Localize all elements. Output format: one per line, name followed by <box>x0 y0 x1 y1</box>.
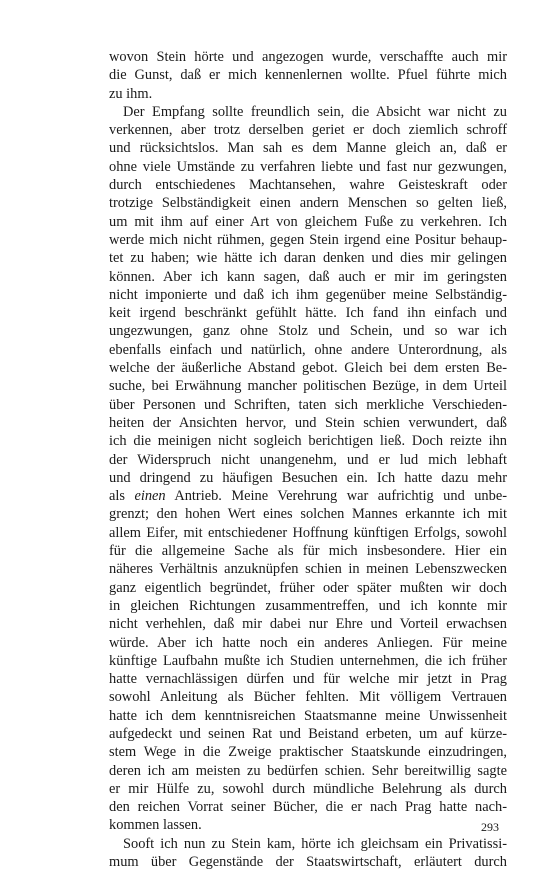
text-line: die Gunst, daß er mich kennenlernen wollte. Pfuel führte mich <box>109 67 507 84</box>
text-line: grenzt; den hohen Wert eines solchen Mannes erkannte ich mit <box>109 506 507 523</box>
paragraph-continuation <box>109 48 507 103</box>
text-line: keit irgend beschränkt gefühlt hätte. Ich fand ihn einfach und <box>109 305 507 322</box>
text-line: können. Aber ich kann sagen, daß auch er mir im geringsten <box>109 268 507 285</box>
text-line: und dringend zu häufigen Besuchen ein. Ich hatte dazu mehr <box>109 469 507 486</box>
text-line: nicht verhehlen, daß mir dabei nur Ehre und Vorteil erwachsen <box>109 616 507 633</box>
text-line: ungezwungen, ganz ohne Stolz und Schein, und so war ich <box>109 323 507 340</box>
text-line: hatte ich dem kenntnisreichen Staatsmanne meine Unwissenheit <box>109 707 507 724</box>
page-body <box>109 48 507 871</box>
text-line-with-emphasis <box>109 487 507 505</box>
text-line: tet zu haben; wie hätte ich daran denken und dies mir gelingen <box>109 250 507 267</box>
text-line: ich die meinigen nicht sogleich berichtigen ließ. Doch reizte ihn <box>109 433 507 450</box>
text-line: ganz eigentlich begründet, früher oder später mußten wir doch <box>109 579 507 596</box>
text-line: kommen lassen. <box>109 817 202 834</box>
text-line: er mir Hülfe zu, sowohl durch mündliche Belehrung als durch <box>109 780 507 797</box>
text-line: künftige Laufbahn mußte ich Studien unternehmen, die ich früher <box>109 652 507 669</box>
paragraph-reception <box>109 103 507 835</box>
text-line: deren ich am meisten zu bedürfen schien. Sehr bereitwillig sagte <box>109 762 507 779</box>
text-line: Sooft ich nun zu Stein kam, hörte ich gleichsam ein Privatissi- <box>123 835 507 852</box>
text-line: ebenfalls einfach und natürlich, ohne andere Unterordnung, als <box>109 341 507 358</box>
text-line: über Personen und Schriften, taten sich merkliche Verschieden- <box>109 396 507 413</box>
page-number: 293 <box>481 820 499 834</box>
emphasized-word: einen <box>134 488 166 505</box>
text-line: werde mich nicht rühmen, gegen Stein irgend eine Positur behaup- <box>109 231 507 248</box>
text-line: und rücksichtslos. Man sah es dem Manne gleich an, daß er <box>109 140 507 157</box>
text-line: verkennen, aber trotz derselben geriet er doch ziemlich schroff <box>109 122 507 139</box>
text-line: zu ihm. <box>109 85 153 102</box>
text-line: näheres Verhältnis anzuknüpfen schien in meinen Lebenszwecken <box>109 561 507 578</box>
text-line: den reichen Vorrat seiner Bücher, die er nach Prag hatte nach- <box>109 799 507 816</box>
text-line: sowohl Anleitung als Bücher fehlten. Mit völligem Vertrauen <box>109 689 507 706</box>
text-line: trotzige Selbständigkeit einen andern Menschen so gelten ließ, <box>109 195 507 212</box>
text-line: würde. Aber ich hatte noch ein anderes Anliegen. Für meine <box>109 634 507 651</box>
text-line: um mit ihm auf einer Art von gleichem Fuße zu verkehren. Ich <box>109 213 507 230</box>
line-start-text: als <box>109 488 135 505</box>
text-line: welche der äußerliche Abstand gebot. Gleich bei dem ersten Be- <box>109 360 507 377</box>
text-line: der Widerspruch nicht unangenehm, und er lud mich lebhaft <box>109 451 507 468</box>
text-line: Der Empfang sollte freundlich sein, die Absicht war nicht zu <box>123 103 507 120</box>
text-line: wovon Stein hörte und angezogen wurde, verschaffte auch mir <box>109 49 507 65</box>
text-line: ohne viele Umstände zu verfahren liebte und fast nur gezwungen, <box>109 158 507 175</box>
paragraph-privatissimum <box>109 835 507 872</box>
text-line: für die allgemeine Sache als für mich insbesondere. Hier ein <box>109 543 507 560</box>
text-line: aufgedeckt und seinen Rat und Beistand erbeten, um auf kürze- <box>109 725 507 742</box>
text-line: hatte vernachlässigen dürfen und für welche mir jetzt in Prag <box>109 671 507 688</box>
text-line: heiten der Ansichten hervor, und Stein schien verwundert, daß <box>109 414 507 431</box>
text-line: suche, bei Erwähnung mancher politischen Bezüge, in dem Urteil <box>109 378 507 395</box>
line-end-text: Antrieb. Meine Verehrung war aufrichtig und unbe- <box>165 488 508 505</box>
text-line: allem Eifer, mit entschiedener Hoffnung künftigen Erfolgs, sowohl <box>109 524 507 541</box>
text-line: in gleichen Richtungen zusammentreffen, und ich konnte mir <box>109 597 507 614</box>
text-line: durch entschiedenes Machtansehen, wahre Geisteskraft oder <box>109 177 507 194</box>
text-line: nicht imponierte und daß ich ihm gegenüber meine Selbständig- <box>109 286 507 303</box>
text-line: mum über Gegenstände der Staatswirtschaft, erläutert durch <box>109 854 507 871</box>
text-line: stem Wege in die Zweige praktischer Staatskunde einzudringen, <box>109 744 507 761</box>
